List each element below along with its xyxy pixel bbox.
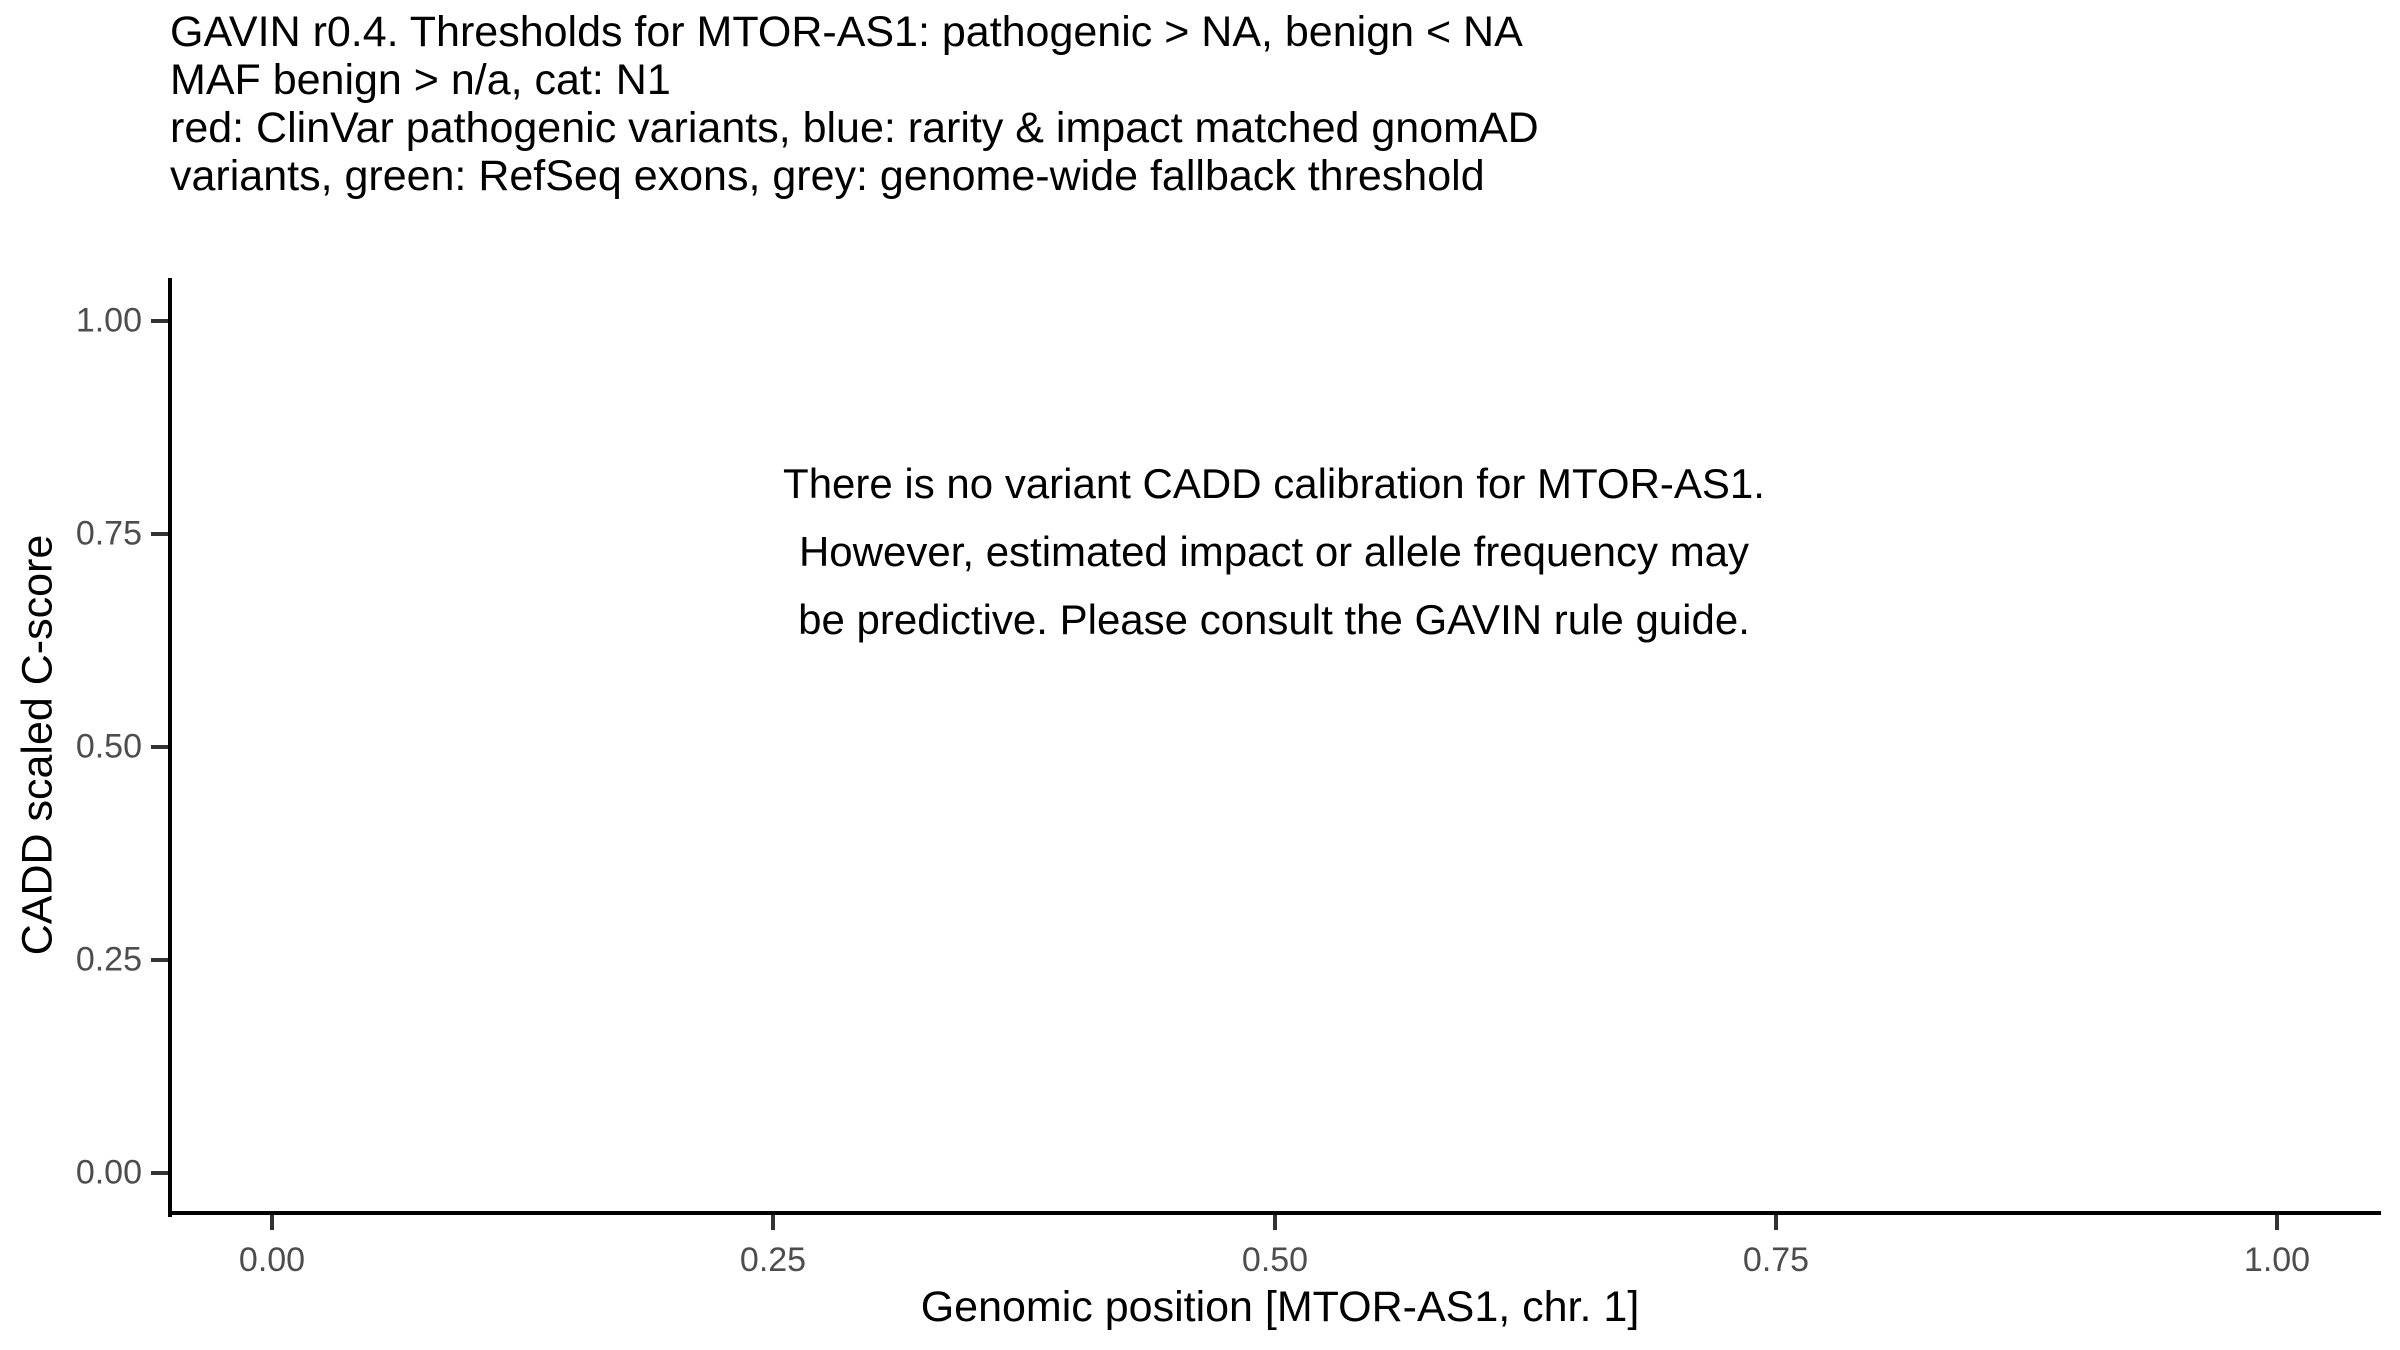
annotation-line-1: There is no variant CADD calibration for MTOR-AS1. <box>783 460 1765 507</box>
plot-title-line-1: GAVIN r0.4. Thresholds for MTOR-AS1: pathogenic > NA, benign < NA <box>170 8 1523 56</box>
y-axis-tick-mark <box>151 958 168 962</box>
y-axis-line <box>168 278 172 1217</box>
y-axis-tick-mark <box>151 1171 168 1175</box>
y-axis-tick-mark <box>151 319 168 323</box>
y-axis-tick-label: 1.00 <box>75 301 142 340</box>
y-axis-title: CADD scaled C-score <box>13 534 62 956</box>
x-axis-tick-mark <box>771 1215 775 1230</box>
x-axis-tick-mark <box>1273 1215 1277 1230</box>
x-axis-tick-label: 0.50 <box>1241 1241 1309 1279</box>
y-axis-tick-mark <box>151 532 168 536</box>
y-axis-tick-label: 0.25 <box>75 940 142 979</box>
x-axis-tick-mark <box>1774 1215 1778 1230</box>
y-axis-tick-label: 0.00 <box>75 1153 142 1192</box>
plot-title-line-4: variants, green: RefSeq exons, grey: genome-wide fallback threshold <box>170 152 1485 200</box>
x-axis-tick-label: 0.00 <box>238 1241 306 1279</box>
annotation-line-3: be predictive. Please consult the GAVIN rule guide. <box>798 596 1750 643</box>
x-axis-tick-label: 1.00 <box>2243 1241 2311 1279</box>
plot-title-line-3: red: ClinVar pathogenic variants, blue: rarity & impact matched gnomAD <box>170 104 1539 152</box>
plot-panel <box>75 278 2377 1279</box>
x-axis-title: Genomic position [MTOR-AS1, chr. 1] <box>920 1283 1640 1331</box>
plot-title <box>170 8 1539 200</box>
no-calibration-annotation <box>783 450 1765 654</box>
x-axis-tick-label: 0.25 <box>739 1241 807 1279</box>
x-axis-tick-mark <box>270 1215 274 1230</box>
plot-title-line-2: MAF benign > n/a, cat: N1 <box>170 56 671 104</box>
x-axis-tick-mark <box>2275 1215 2279 1230</box>
x-axis-tick-label: 0.75 <box>1742 1241 1810 1279</box>
y-axis-tick-label: 0.75 <box>75 514 142 553</box>
y-axis-tick-label: 0.50 <box>75 727 142 766</box>
annotation-line-2: However, estimated impact or allele frequency may <box>798 528 1750 575</box>
y-axis-tick-mark <box>151 745 168 749</box>
